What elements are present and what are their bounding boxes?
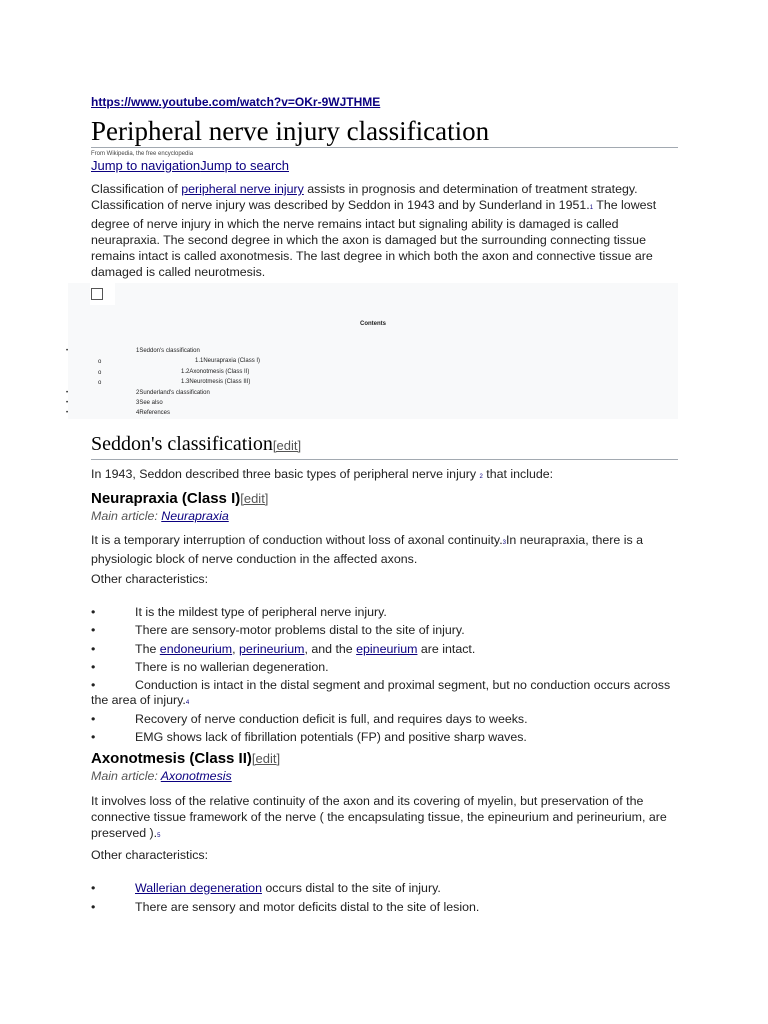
- toc-bullet: •: [66, 400, 69, 406]
- list-item-text: There are sensory and motor deficits distal to the site of lesion.: [135, 900, 480, 914]
- epineurium-link[interactable]: epineurium: [356, 642, 418, 656]
- toc-item-sunderlands-classification[interactable]: 2Sunderland's classification: [136, 390, 210, 396]
- intro-paragraph: [91, 181, 681, 280]
- axonotmesis-main-article: [91, 769, 232, 783]
- toc-bullet: o: [98, 380, 102, 386]
- neurapraxia-edit-link[interactable]: [edit]: [240, 491, 269, 506]
- toc-item-seddons-classification[interactable]: 1Seddon's classification: [136, 348, 200, 354]
- neurapraxia-paragraph: [91, 532, 681, 567]
- endoneurium-link[interactable]: endoneurium: [159, 642, 233, 656]
- text: Conduction is intact in the distal segment and proximal segment, but no conduction occurs across the area of injury.: [91, 678, 671, 707]
- reference-1[interactable]: 1: [589, 205, 594, 211]
- reference-3[interactable]: 3: [502, 540, 506, 546]
- toc-bullet: •: [66, 410, 69, 416]
- site-subtitle: From Wikipedia, the free encyclopedia: [91, 151, 194, 157]
- intro-text: Classification of: [91, 182, 182, 196]
- list-item-text: There is no wallerian degeneration.: [135, 660, 329, 674]
- list-item-text: EMG shows lack of fibrillation potentials (FP) and positive sharp waves.: [135, 730, 527, 744]
- toc-bullet: •: [66, 348, 69, 354]
- list-item: • Conduction is intact in the distal segment and proximal segment, but no conduction occurs across the area of injury.4: [91, 678, 671, 711]
- list-item-text: Recovery of nerve conduction deficit is full, and requires days to weeks.: [135, 712, 528, 726]
- neurapraxia-text-2: In neurapraxia, there is a physiologic block of nerve conduction in the affected axons.: [91, 533, 644, 566]
- text: , and the: [304, 642, 357, 656]
- axonotmesis-text: It involves loss of the relative continuity of the axon and its covering of myelin, but preservation of the connective tissue framework of the nerve ( the encapsulating tissue, the epineurium and perineurium, are preserved ).: [91, 794, 667, 840]
- list-item: • EMG shows lack of fibrillation potentials (FP) and positive sharp waves.: [91, 730, 671, 745]
- perineurium-link[interactable]: perineurium: [239, 642, 305, 656]
- neurapraxia-heading-text: Neurapraxia (Class I): [91, 490, 241, 507]
- main-article-label: Main article:: [91, 769, 161, 783]
- axonotmesis-link[interactable]: Axonotmesis: [160, 769, 232, 783]
- axonotmesis-edit-link[interactable]: [edit]: [251, 751, 281, 766]
- neurapraxia-text: It is a temporary interruption of conduction without loss of axonal continuity.: [91, 533, 503, 547]
- seddon-intro-text-2: that include:: [482, 467, 554, 481]
- toc-item-references[interactable]: 4References: [136, 410, 171, 416]
- text: The: [135, 642, 160, 656]
- neurapraxia-link[interactable]: Neurapraxia: [161, 509, 229, 523]
- toc-item-neurotmesis[interactable]: 1.3Neurotmesis (Class III): [181, 379, 251, 385]
- seddon-divider: [91, 459, 678, 460]
- title-divider: [91, 147, 678, 148]
- reference-4[interactable]: 4: [185, 700, 190, 706]
- list-item: • There is no wallerian degeneration.: [91, 660, 671, 675]
- toc-item-axonotmesis[interactable]: 1.2Axonotmesis (Class II): [181, 369, 250, 375]
- text: occurs distal to the site of injury.: [261, 881, 441, 895]
- axonotmesis-other-label: Other characteristics:: [91, 848, 209, 862]
- seddon-heading: [91, 433, 301, 456]
- jump-to-search-link[interactable]: Jump to search: [200, 158, 289, 173]
- list-item: • Wallerian degeneration occurs distal to the site of injury.: [91, 881, 671, 896]
- list-item-text: [91, 678, 671, 711]
- seddon-heading-text: Seddon's classification: [91, 433, 273, 455]
- text: are intact.: [417, 642, 476, 656]
- toc-toggle-checkbox[interactable]: [91, 288, 103, 300]
- reference-2[interactable]: 2: [479, 474, 483, 480]
- axonotmesis-heading-text: Axonotmesis (Class II): [91, 750, 252, 767]
- axonotmesis-paragraph: [91, 793, 681, 844]
- seddon-intro: [91, 466, 681, 485]
- youtube-link[interactable]: https://www.youtube.com/watch?v=OKr-9WJTHME: [91, 95, 381, 109]
- list-item: • Recovery of nerve conduction deficit is full, and requires days to weeks.: [91, 712, 671, 727]
- seddon-intro-text: In 1943, Seddon described three basic types of peripheral nerve injury: [91, 467, 480, 481]
- jump-links: [91, 158, 289, 173]
- list-item: • There are sensory-motor problems distal to the site of injury.: [91, 623, 671, 638]
- list-item: • It is the mildest type of peripheral nerve injury.: [91, 605, 671, 620]
- seddon-edit-link[interactable]: [edit]: [272, 438, 302, 453]
- main-article-label: Main article:: [91, 509, 162, 523]
- toc-item-see-also[interactable]: 3See also: [136, 400, 163, 406]
- toc-title: Contents: [360, 321, 386, 327]
- intro-text-2: assists in prognosis and determination of treatment strategy. Classification of nerve injury was described by Seddon in 1943 and by Sunderland in 1951.: [91, 182, 638, 212]
- wallerian-degeneration-link[interactable]: Wallerian degeneration: [135, 881, 262, 895]
- intro-text-3: The lowest degree of nerve injury in which the nerve remains intact but signaling ability is damaged is called neurapraxia. The second degree in which the axon is damaged but the surrounding connecting tissue remains intact is called axonotmesis. The last degree in which both the axon and connective tissue are damaged is called neurotmesis.: [91, 198, 657, 279]
- list-item-text: It is the mildest type of peripheral nerve injury.: [135, 605, 387, 619]
- neurapraxia-other-label: Other characteristics:: [91, 572, 209, 586]
- toc-bullet: o: [98, 370, 102, 376]
- toc-bullet: o: [98, 359, 102, 365]
- toc-bullet: •: [66, 390, 69, 396]
- list-item: • There are sensory and motor deficits distal to the site of lesion.: [91, 900, 671, 915]
- page-title: Peripheral nerve injury classification: [91, 116, 490, 146]
- list-item-text: There are sensory-motor problems distal to the site of injury.: [135, 623, 465, 637]
- list-item-text: [91, 642, 671, 657]
- neurapraxia-heading: [91, 490, 268, 507]
- list-item-text: [91, 881, 671, 896]
- list-item: • The endoneurium, perineurium, and the epineurium are intact.: [91, 642, 671, 657]
- text: ,: [232, 642, 240, 656]
- axonotmesis-heading: [91, 750, 280, 767]
- toc-item-neurapraxia[interactable]: 1.1Neurapraxia (Class I): [195, 358, 261, 364]
- reference-5[interactable]: 5: [157, 833, 161, 839]
- peripheral-nerve-injury-link[interactable]: peripheral nerve injury: [181, 182, 304, 196]
- neurapraxia-main-article: [91, 509, 229, 523]
- jump-to-navigation-link[interactable]: Jump to navigation: [91, 158, 201, 173]
